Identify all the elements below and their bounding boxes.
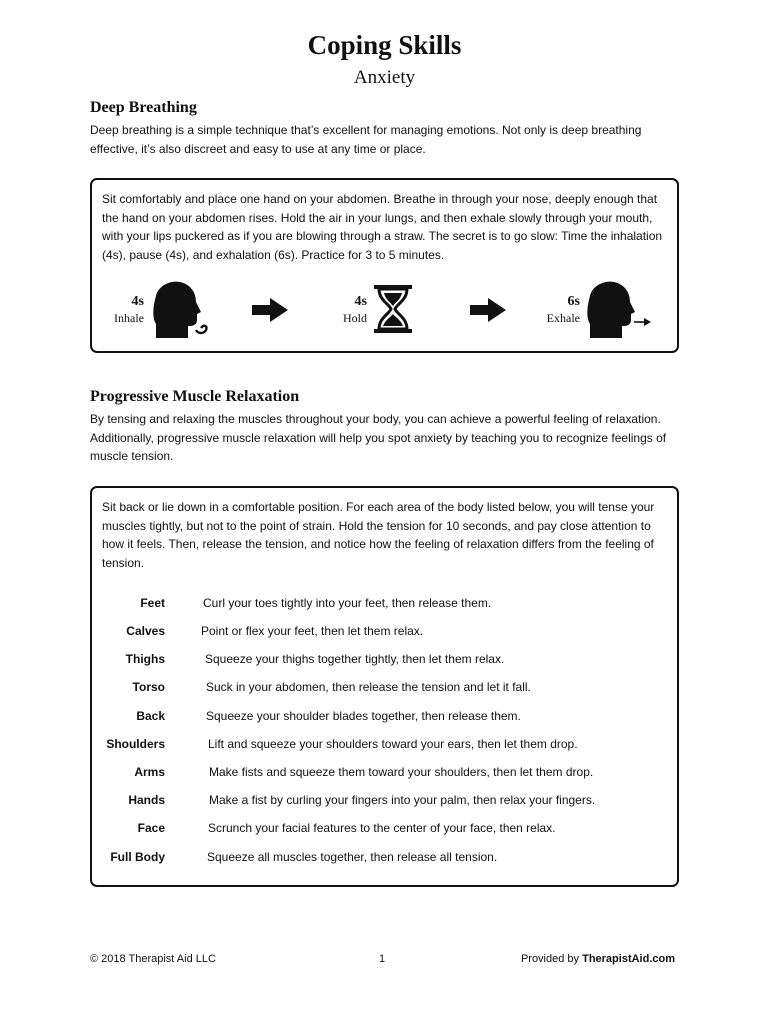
body-part-instruction: Curl your toes tightly into your feet, then release them. bbox=[203, 596, 492, 610]
pmr-row-calves bbox=[92, 624, 677, 644]
exhale-step bbox=[532, 280, 672, 350]
pmr-row-arms bbox=[92, 765, 677, 785]
exhale-label: Exhale bbox=[546, 311, 580, 325]
body-part-instruction: Lift and squeeze your shoulders toward your ears, then let them drop. bbox=[208, 737, 578, 751]
provided-by-text: Provided by bbox=[520, 953, 583, 965]
inhale-step bbox=[92, 280, 232, 350]
body-part-label: Back bbox=[136, 709, 165, 723]
deep-breathing-intro: Deep breathing is a simple technique that’s excellent for managing emotions. Not only is deep breathing effective, it’s also discreet and easy to use at any time or place. bbox=[90, 123, 642, 156]
body-part-label: Hands bbox=[128, 793, 165, 807]
body-part-instruction: Squeeze your shoulder blades together, then release them. bbox=[206, 709, 521, 723]
body-part-instruction: Squeeze all muscles together, then release all tension. bbox=[207, 850, 498, 864]
page-subtitle: Anxiety bbox=[353, 67, 416, 88]
pmr-row-thighs bbox=[92, 652, 677, 672]
body-part-label: Shoulders bbox=[106, 737, 165, 751]
deep-breathing-box bbox=[90, 178, 679, 353]
pmr-row-feet bbox=[92, 596, 677, 616]
right-arrow-icon bbox=[250, 296, 290, 324]
pmr-row-hands bbox=[92, 793, 677, 813]
body-part-instruction: Make a fist by curling your fingers into your palm, then relax your fingers. bbox=[209, 793, 596, 807]
pmr-row-torso bbox=[92, 680, 677, 700]
pmr-row-shoulders bbox=[92, 737, 677, 757]
head-inhale-icon bbox=[150, 280, 214, 342]
page-title: Coping Skills bbox=[307, 30, 462, 60]
provider-link[interactable]: TherapistAid.com bbox=[582, 953, 675, 965]
inhale-seconds: 4s bbox=[131, 294, 144, 309]
footer-provided-by bbox=[521, 952, 675, 966]
deep-breathing-instructions: Sit comfortably and place one hand on your abdomen. Breathe in through your nose, deeply enough that the hand on your abdomen rises. Hold the air in your lungs, and then exhale slowly through your mouth, with your lips puckered as if you are blowing through a straw. The secret is to go slow: Time the inhalation (4s), pause (4s), and exhalation (6s). Practice for 3 to 5 minutes. bbox=[102, 192, 663, 262]
body-part-label: Face bbox=[137, 821, 165, 835]
pmr-instructions: Sit back or lie down in a comfortable position. For each area of the body listed below, you will tense your muscles tightly, but not to the point of strain. Hold the tension for 10 seconds, and pay close attention to how it feels. Then, release the tension, and notice how the feeling of relaxation differs from the feeling of tension. bbox=[102, 500, 655, 570]
footer-page-number: 1 bbox=[378, 953, 386, 965]
pmr-intro: By tensing and relaxing the muscles throughout your body, you can achieve a powerful feeling of relaxation. Additionally, progressive muscle relaxation will help you spot anxiety by teaching you to recognize feelings of muscle tension. bbox=[90, 412, 667, 463]
exhale-seconds: 6s bbox=[567, 294, 580, 309]
pmr-row-back bbox=[92, 709, 677, 729]
body-part-label: Calves bbox=[126, 624, 165, 638]
pmr-row-full-body bbox=[92, 850, 677, 870]
deep-breathing-heading: Deep Breathing bbox=[90, 99, 197, 116]
body-part-label: Torso bbox=[132, 680, 165, 694]
body-part-instruction: Point or flex your feet, then let them relax. bbox=[201, 624, 424, 638]
pmr-box bbox=[90, 486, 679, 887]
head-exhale-icon bbox=[584, 280, 656, 342]
inhale-label: Inhale bbox=[114, 311, 144, 325]
pmr-row-face bbox=[92, 821, 677, 841]
body-part-label: Full Body bbox=[110, 850, 165, 864]
body-part-label: Thighs bbox=[125, 652, 165, 666]
pmr-heading: Progressive Muscle Relaxation bbox=[90, 388, 300, 405]
body-part-label: Arms bbox=[134, 765, 165, 779]
hold-seconds: 4s bbox=[354, 294, 367, 309]
body-part-instruction: Make fists and squeeze them toward your shoulders, then let them drop. bbox=[209, 765, 594, 779]
footer-copyright: © 2018 Therapist Aid LLC bbox=[90, 953, 216, 965]
right-arrow-icon bbox=[468, 296, 508, 324]
body-part-instruction: Suck in your abdomen, then release the tension and let it fall. bbox=[206, 680, 531, 694]
hourglass-icon bbox=[373, 284, 413, 334]
hold-step bbox=[312, 280, 422, 350]
hold-label: Hold bbox=[343, 311, 367, 325]
body-part-instruction: Scrunch your facial features to the center of your face, then relax. bbox=[208, 821, 556, 835]
body-part-instruction: Squeeze your thighs together tightly, then let them relax. bbox=[205, 652, 505, 666]
body-part-label: Feet bbox=[140, 596, 165, 610]
